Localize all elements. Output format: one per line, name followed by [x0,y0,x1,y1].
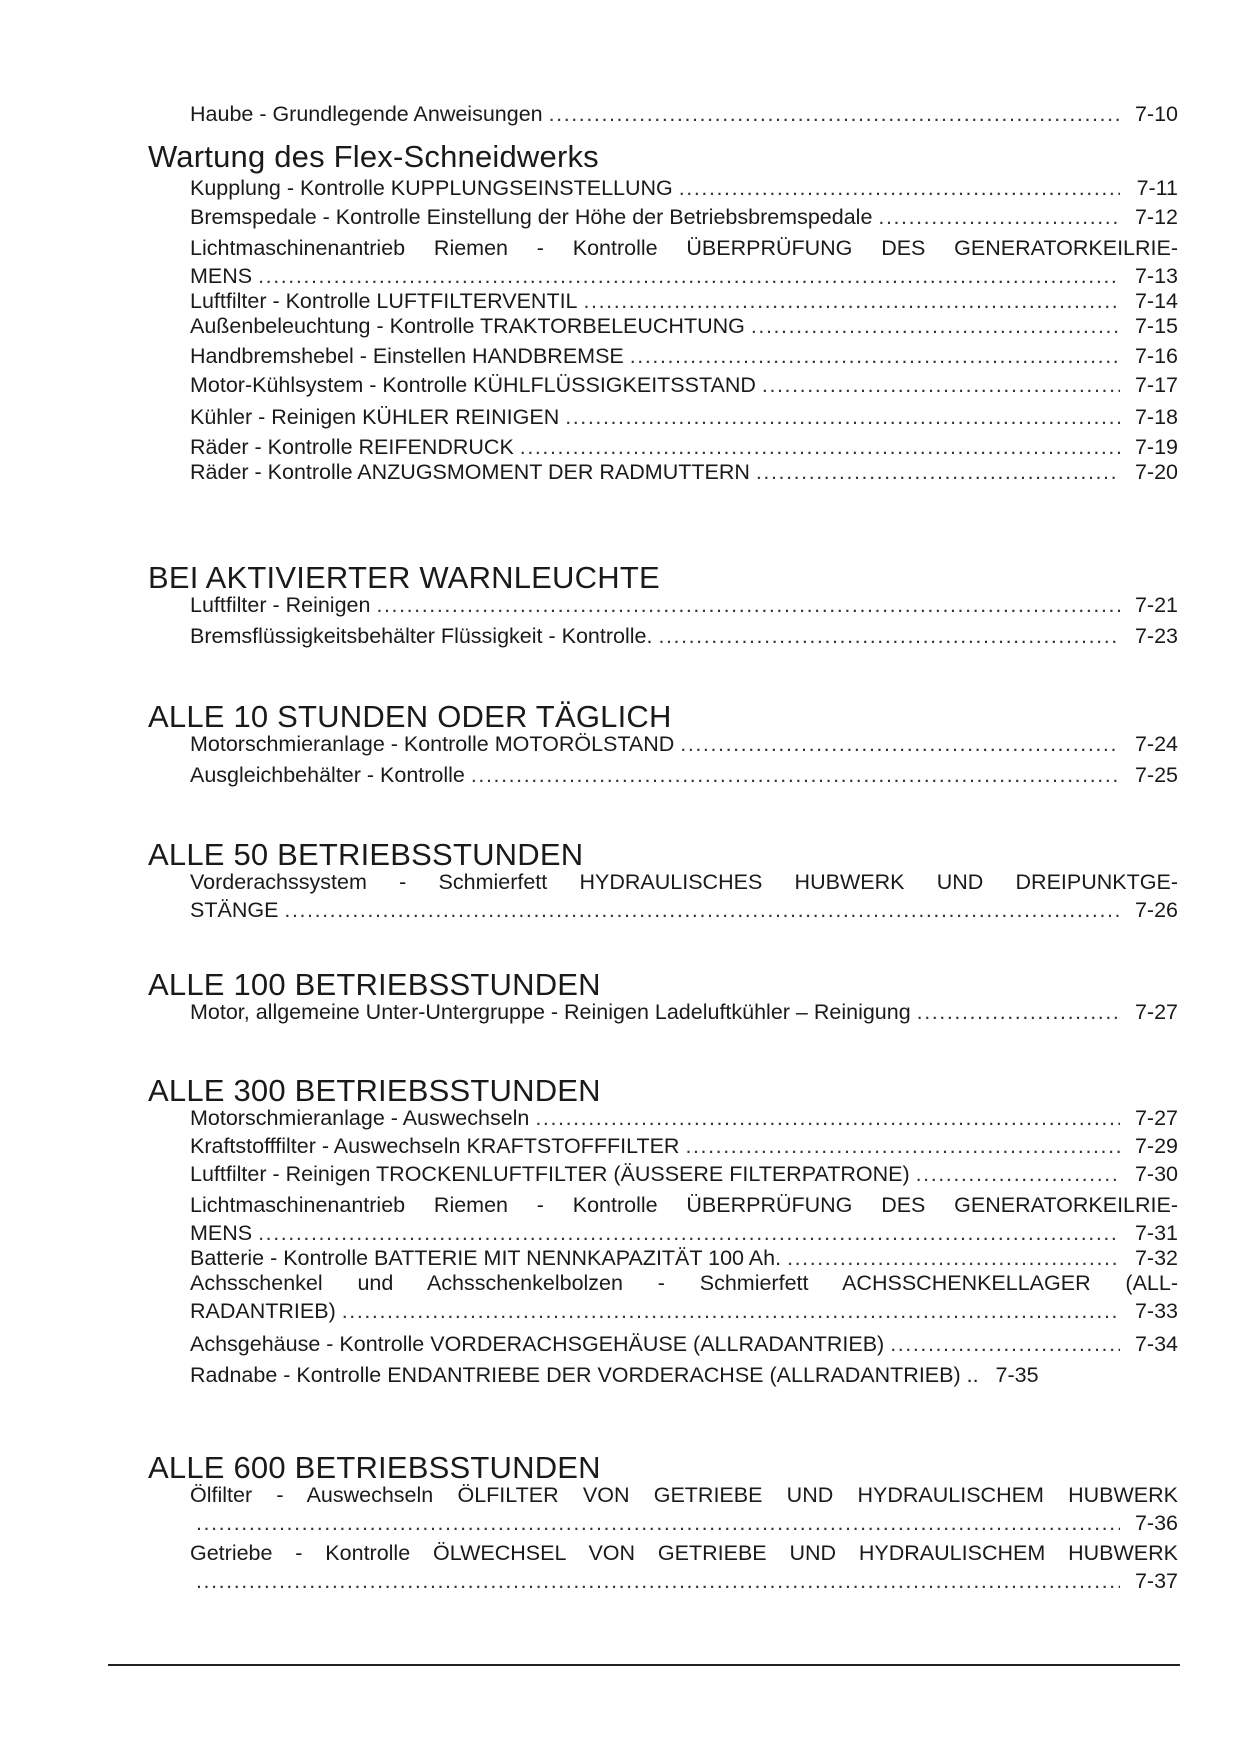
dot-leader [917,998,1120,1026]
entry-page: 7-18 [1134,405,1178,429]
entry-text: STÄNGE [190,898,279,922]
section-title: ALLE 600 BETRIEBSSTUNDEN [148,1450,601,1485]
section-title: ALLE 300 BETRIEBSSTUNDEN [148,1073,601,1108]
entry-text: Motorschmieranlage - Auswechseln [190,1106,530,1130]
dot-leader [787,1244,1120,1272]
section-title: BEI AKTIVIERTER WARNLEUCHTE [148,560,660,595]
toc-section [148,561,1178,650]
entry-text-line1: Vorderachssystem - Schmierfett HYDRAULISCHES HUBWERK UND DREIPUNKTGE- [190,870,1178,894]
toc-entry[interactable] [190,287,1178,315]
section-title: ALLE 10 STUNDEN ODER TÄGLICH [148,699,672,734]
entry-page: 7-37 [1134,1569,1178,1593]
entry-text: Luftfilter - Reinigen TROCKENLUFTFILTER (ÄUSSERE FILTERPATRONE) [190,1162,910,1186]
entry-page: 7-31 [1134,1221,1178,1245]
toc-section [148,1074,1178,1389]
toc-entry[interactable] [190,100,1178,128]
entry-text: Ausgleichbehälter - Kontrolle [190,763,465,787]
entry-page: 7-19 [1134,435,1178,459]
entry-text: MENS [190,264,253,288]
entry-text: Radnabe - Kontrolle ENDANTRIEBE DER VORDERACHSE (ALLRADANTRIEB) .. [190,1363,979,1387]
entry-page: 7-13 [1134,264,1178,288]
dot-leader [916,1160,1120,1188]
entry-text: Achsgehäuse - Kontrolle VORDERACHSGEHÄUSE (ALLRADANTRIEB) [190,1332,885,1356]
entry-page: 7-25 [1134,763,1178,787]
toc-entry[interactable] [190,1269,1178,1325]
entry-text: Luftfilter - Kontrolle LUFTFILTERVENTIL [190,289,578,313]
toc-entry[interactable] [190,1104,1178,1132]
dot-leader [535,1104,1120,1132]
toc-section [148,140,1178,486]
entry-text: Räder - Kontrolle ANZUGSMOMENT DER RADMUTTERN [190,460,750,484]
entry-text: Luftfilter - Reinigen [190,593,371,617]
toc-entry[interactable] [190,761,1178,789]
entry-page: 7-24 [1134,732,1178,756]
dot-leader [342,1297,1120,1325]
section-title: Wartung des Flex-Schneidwerks [148,139,599,174]
entry-page: 7-30 [1134,1162,1178,1186]
toc-entry[interactable] [190,342,1178,370]
toc-entry[interactable] [190,1244,1178,1272]
entry-page: 7-20 [1134,460,1178,484]
entry-text: Motor, allgemeine Unter-Untergruppe - Reinigen Ladeluftkühler – Reinigung [190,1000,911,1024]
toc-entry[interactable] [190,622,1178,650]
toc-section [148,968,1178,1026]
entry-page: 7-29 [1134,1134,1178,1158]
toc-entry[interactable] [190,458,1178,486]
entry-page: 7-14 [1134,289,1178,313]
toc-entry[interactable] [190,1191,1178,1247]
dot-leader [680,730,1120,758]
toc-entry[interactable] [190,1160,1178,1188]
entry-page: 7-23 [1134,624,1178,648]
entry-page: 7-10 [1134,102,1178,126]
toc-entry[interactable] [190,1539,1178,1595]
toc-entry[interactable] [190,730,1178,758]
toc-section [148,700,1178,789]
dot-leader [679,174,1120,202]
dot-leader [685,1132,1120,1160]
entry-text: Kupplung - Kontrolle KUPPLUNGSEINSTELLUNG [190,176,673,200]
entry-text: MENS [190,1221,253,1245]
toc-entry[interactable] [190,1330,1178,1358]
dot-leader [284,896,1120,924]
entry-page: 7-11 [1136,176,1178,200]
dot-leader [376,591,1120,619]
entry-text: Motorschmieranlage - Kontrolle MOTORÖLSTAND [190,732,675,756]
entry-page: 7-17 [1134,373,1178,397]
section-title: ALLE 100 BETRIEBSSTUNDEN [148,967,601,1002]
entry-page: 7-34 [1134,1332,1178,1356]
entry-page: 7-16 [1134,344,1178,368]
entry-page: 7-26 [1134,898,1178,922]
toc-entry[interactable] [190,1361,1178,1389]
toc-section [148,838,1178,924]
entry-text: Kraftstofffilter - Auswechseln KRAFTSTOFFFILTER [190,1134,680,1158]
toc-entry[interactable] [190,403,1178,431]
entry-page: 7-27 [1134,1106,1178,1130]
entry-text: Kühler - Reinigen KÜHLER REINIGEN [190,405,560,429]
entry-text: RADANTRIEB) [190,1299,336,1323]
dot-leader [584,287,1120,315]
entry-page: 7-15 [1134,314,1178,338]
entry-page: 7-33 [1134,1299,1178,1323]
dot-leader [762,371,1120,399]
footer-rule [108,1664,1180,1666]
dot-leader [520,433,1120,461]
dot-leader [471,761,1120,789]
toc-entry[interactable] [190,234,1178,290]
dot-leader [630,342,1120,370]
entry-text-line1: Achsschenkel und Achsschenkelbolzen - Schmierfett ACHSSCHENKELLAGER (ALL- [190,1271,1178,1295]
toc-entry[interactable] [190,591,1178,619]
toc-entry[interactable] [190,312,1178,340]
section-title: ALLE 50 BETRIEBSSTUNDEN [148,837,584,872]
dot-leader [258,262,1120,290]
entry-text: Batterie - Kontrolle BATTERIE MIT NENNKAPAZITÄT 100 Ah. [190,1246,782,1270]
entry-text-line1: Lichtmaschinenantrieb Riemen - Kontrolle ÜBERPRÜFUNG DES GENERATORKEILRIE- [190,1193,1178,1217]
dot-leader [756,458,1120,486]
entry-page: 7-27 [1134,1000,1178,1024]
entry-text: Bremspedale - Kontrolle Einstellung der Höhe der Betriebsbremspedale [190,205,873,229]
toc-entry[interactable] [190,1132,1178,1160]
toc-section [148,1451,1178,1595]
entry-page: 7-21 [1134,593,1178,617]
dot-leader [196,1567,1120,1595]
entry-text: Bremsflüssigkeitsbehälter Flüssigkeit - Kontrolle. [190,624,653,648]
dot-leader [258,1219,1120,1247]
dot-leader [549,100,1120,128]
dot-leader [658,622,1120,650]
toc-entry[interactable] [190,868,1178,924]
entry-page: 7-32 [1134,1246,1178,1270]
dot-leader [565,403,1120,431]
entry-page: 7-35 [995,1363,1039,1387]
toc-intro [148,100,1178,128]
entry-text-line1: Lichtmaschinenantrieb Riemen - Kontrolle ÜBERPRÜFUNG DES GENERATORKEILRIE- [190,236,1178,260]
entry-text-line1: Ölfilter - Auswechseln ÖLFILTER VON GETRIEBE UND HYDRAULISCHEM HUBWERK [190,1483,1178,1507]
dot-leader [196,1509,1120,1537]
entry-text: Räder - Kontrolle REIFENDRUCK [190,435,514,459]
dot-leader [751,312,1120,340]
entry-text: Handbremshebel - Einstellen HANDBREMSE [190,344,624,368]
toc-entry[interactable] [190,174,1178,202]
toc-entry[interactable] [190,203,1178,231]
entry-page: 7-36 [1134,1511,1178,1535]
entry-page: 7-12 [1134,205,1178,229]
toc-entry[interactable] [190,998,1178,1026]
dot-leader [878,203,1120,231]
entry-text: Motor-Kühlsystem - Kontrolle KÜHLFLÜSSIGKEITSSTAND [190,373,756,397]
entry-text: Außenbeleuchtung - Kontrolle TRAKTORBELEUCHTUNG [190,314,745,338]
entry-text: Haube - Grundlegende Anweisungen [190,102,543,126]
dot-leader [890,1330,1120,1358]
toc-entry[interactable] [190,433,1178,461]
toc-entry[interactable] [190,371,1178,399]
entry-text-line1: Getriebe - Kontrolle ÖLWECHSEL VON GETRIEBE UND HYDRAULISCHEM HUBWERK [190,1541,1178,1565]
toc-entry[interactable] [190,1481,1178,1537]
